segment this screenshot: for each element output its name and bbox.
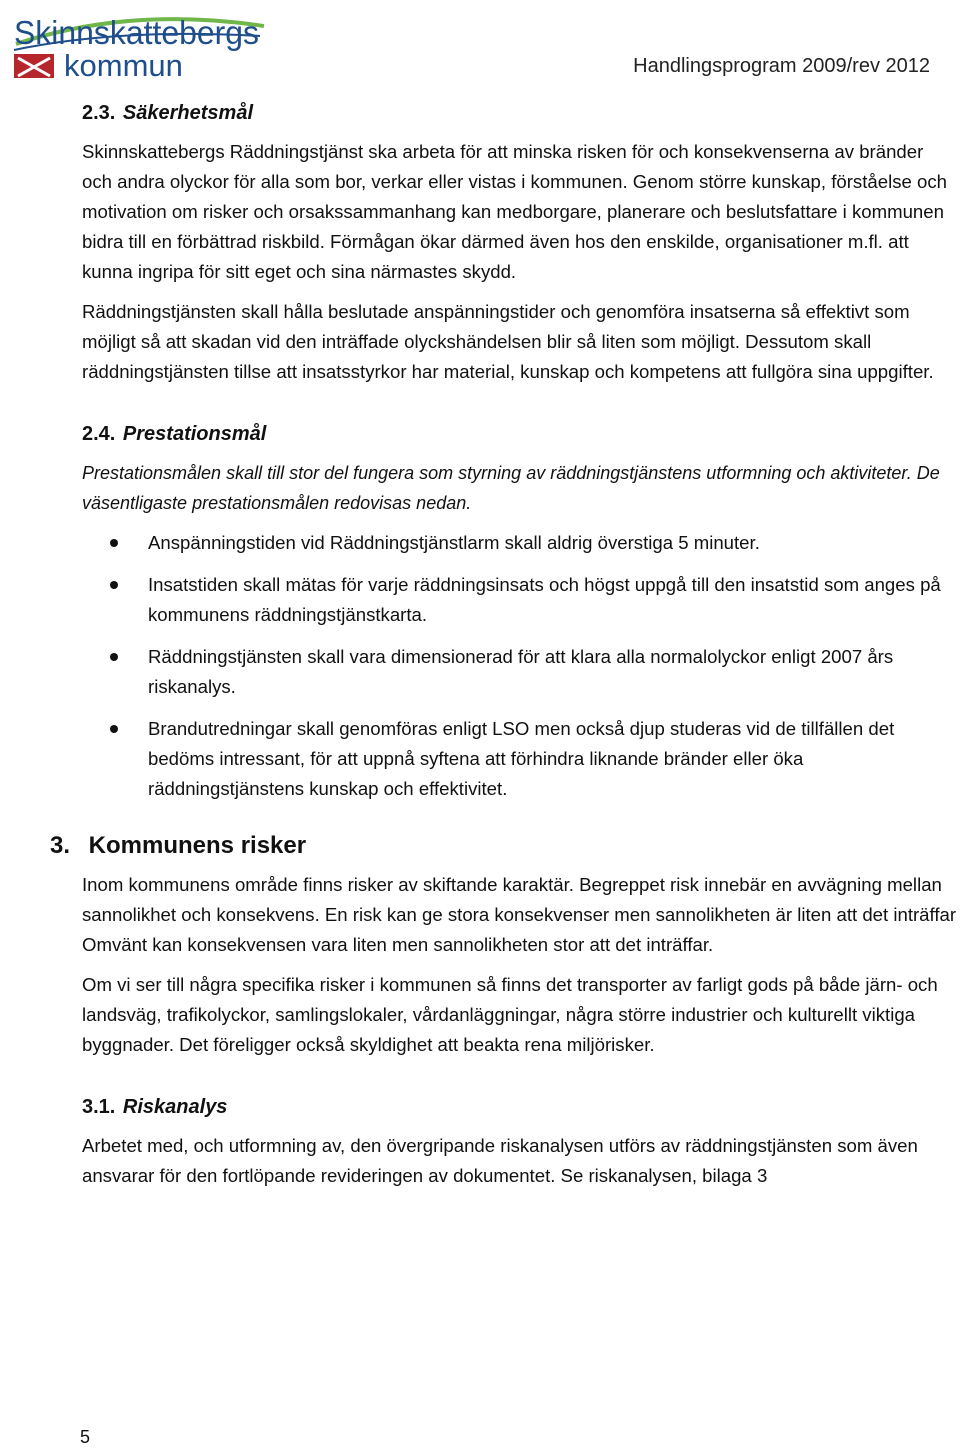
document-title: Handlingsprogram 2009/rev 2012	[633, 55, 930, 77]
section-heading-2-4	[82, 423, 958, 446]
section-title: Prestationsmål	[122, 423, 267, 445]
intro-paragraph: Prestationsmålen skall till stor del fungera som styrning av räddningstjänstens utformning och aktiviteter. De väsentligaste prestationsmålen redovisas nedan.	[82, 463, 940, 513]
list-item-text: Insatstiden skall mätas för varje räddningsinsats och högst uppgå till den insatstid som anges på kommunens räddningstjänstkarta.	[148, 574, 941, 625]
svg-text:Skinnskattebergs: Skinnskattebergs	[14, 14, 259, 51]
bullet-icon	[110, 653, 118, 661]
paragraph: Skinnskattebergs Räddningstjänst ska arbeta för att minska risken för och konsekvenserna av bränder och andra olyckor för alla som bor, verkar eller vistas i kommunen. Genom större kunskap, förståelse och motivation om risker och orsakssammanhang kan medborgare, planerare och beslutsfattare i kommunen bidra till en förbättrad riskbild. Förmågan ökar därmed även hos den enskilde, organisationer m.fl. att kunna ingripa för sitt eget och sina närmastes skydd.	[82, 141, 947, 282]
list-item-text: Anspänningstiden vid Räddningstjänstlarm skall aldrig överstiga 5 minuter.	[148, 532, 760, 553]
section-heading-3	[50, 832, 958, 860]
paragraph: Arbetet med, och utformning av, den övergripande riskanalysen utförs av räddningstjänsten som även ansvarar för den fortlöpande revideringen av dokumentet. Se riskanalysen, bilaga 3	[82, 1135, 918, 1186]
list-item	[82, 642, 958, 702]
section-heading-3-1	[82, 1096, 958, 1119]
list-item	[82, 570, 958, 630]
paragraph: Räddningstjänsten skall hålla beslutade anspänningstider och genomföra insatserna så effektivt som möjligt så att skadan vid den inträffade olyckshändelsen blir så liten som möjligt. Dessutom skall räddningstjänsten tillse att insatsstyrkor har material, kunskap och kompetens att fullgöra sina uppgifter.	[82, 301, 934, 382]
section-number: 2.4.	[82, 423, 116, 445]
section-number: 3.	[50, 832, 71, 859]
list-item-text: Brandutredningar skall genomföras enligt LSO men också djup studeras vid de tillfällen det bedöms intressant, för att uppnå syftena att förhindra liknande bränder eller öka räddningstjänstens kunskap och effektivitet.	[148, 718, 895, 799]
bullet-list	[82, 528, 958, 804]
section-title: Riskanalys	[122, 1096, 228, 1118]
list-item	[82, 714, 958, 804]
list-item	[82, 528, 958, 558]
section-title: Kommunens risker	[88, 832, 307, 859]
paragraph: Om vi ser till några specifika risker i kommunen så finns det transporter av farligt gods på både järn- och landsväg, trafikolyckor, samlingslokaler, vårdanläggningar, några större industrier och kulturellt viktiga byggnader. Det föreligger också skyldighet att beakta rena miljörisker.	[82, 974, 938, 1055]
list-item-text: Räddningstjänsten skall vara dimensionerad för att klara alla normalolyckor enligt 2007 års riskanalys.	[148, 646, 894, 697]
section-number: 2.3.	[82, 102, 116, 124]
bullet-icon	[110, 581, 118, 589]
paragraph: Inom kommunens område finns risker av skiftande karaktär. Begreppet risk innebär en avvägning mellan sannolikhet och konsekvens. En risk kan ge stora konsekvenser men sannolikheten är liten att det inträffar Omvänt kan konsekvensen vara liten men sannolikheten stor att det inträffar.	[82, 874, 957, 955]
bullet-icon	[110, 539, 118, 547]
municipality-logo	[10, 8, 270, 80]
section-title: Säkerhetsmål	[122, 102, 253, 124]
document-body	[50, 102, 958, 1201]
page-number: 5	[80, 1427, 91, 1447]
section-number: 3.1.	[82, 1096, 116, 1118]
svg-text:kommun: kommun	[64, 48, 183, 80]
section-heading-2-3	[82, 102, 958, 125]
bullet-icon	[110, 725, 118, 733]
